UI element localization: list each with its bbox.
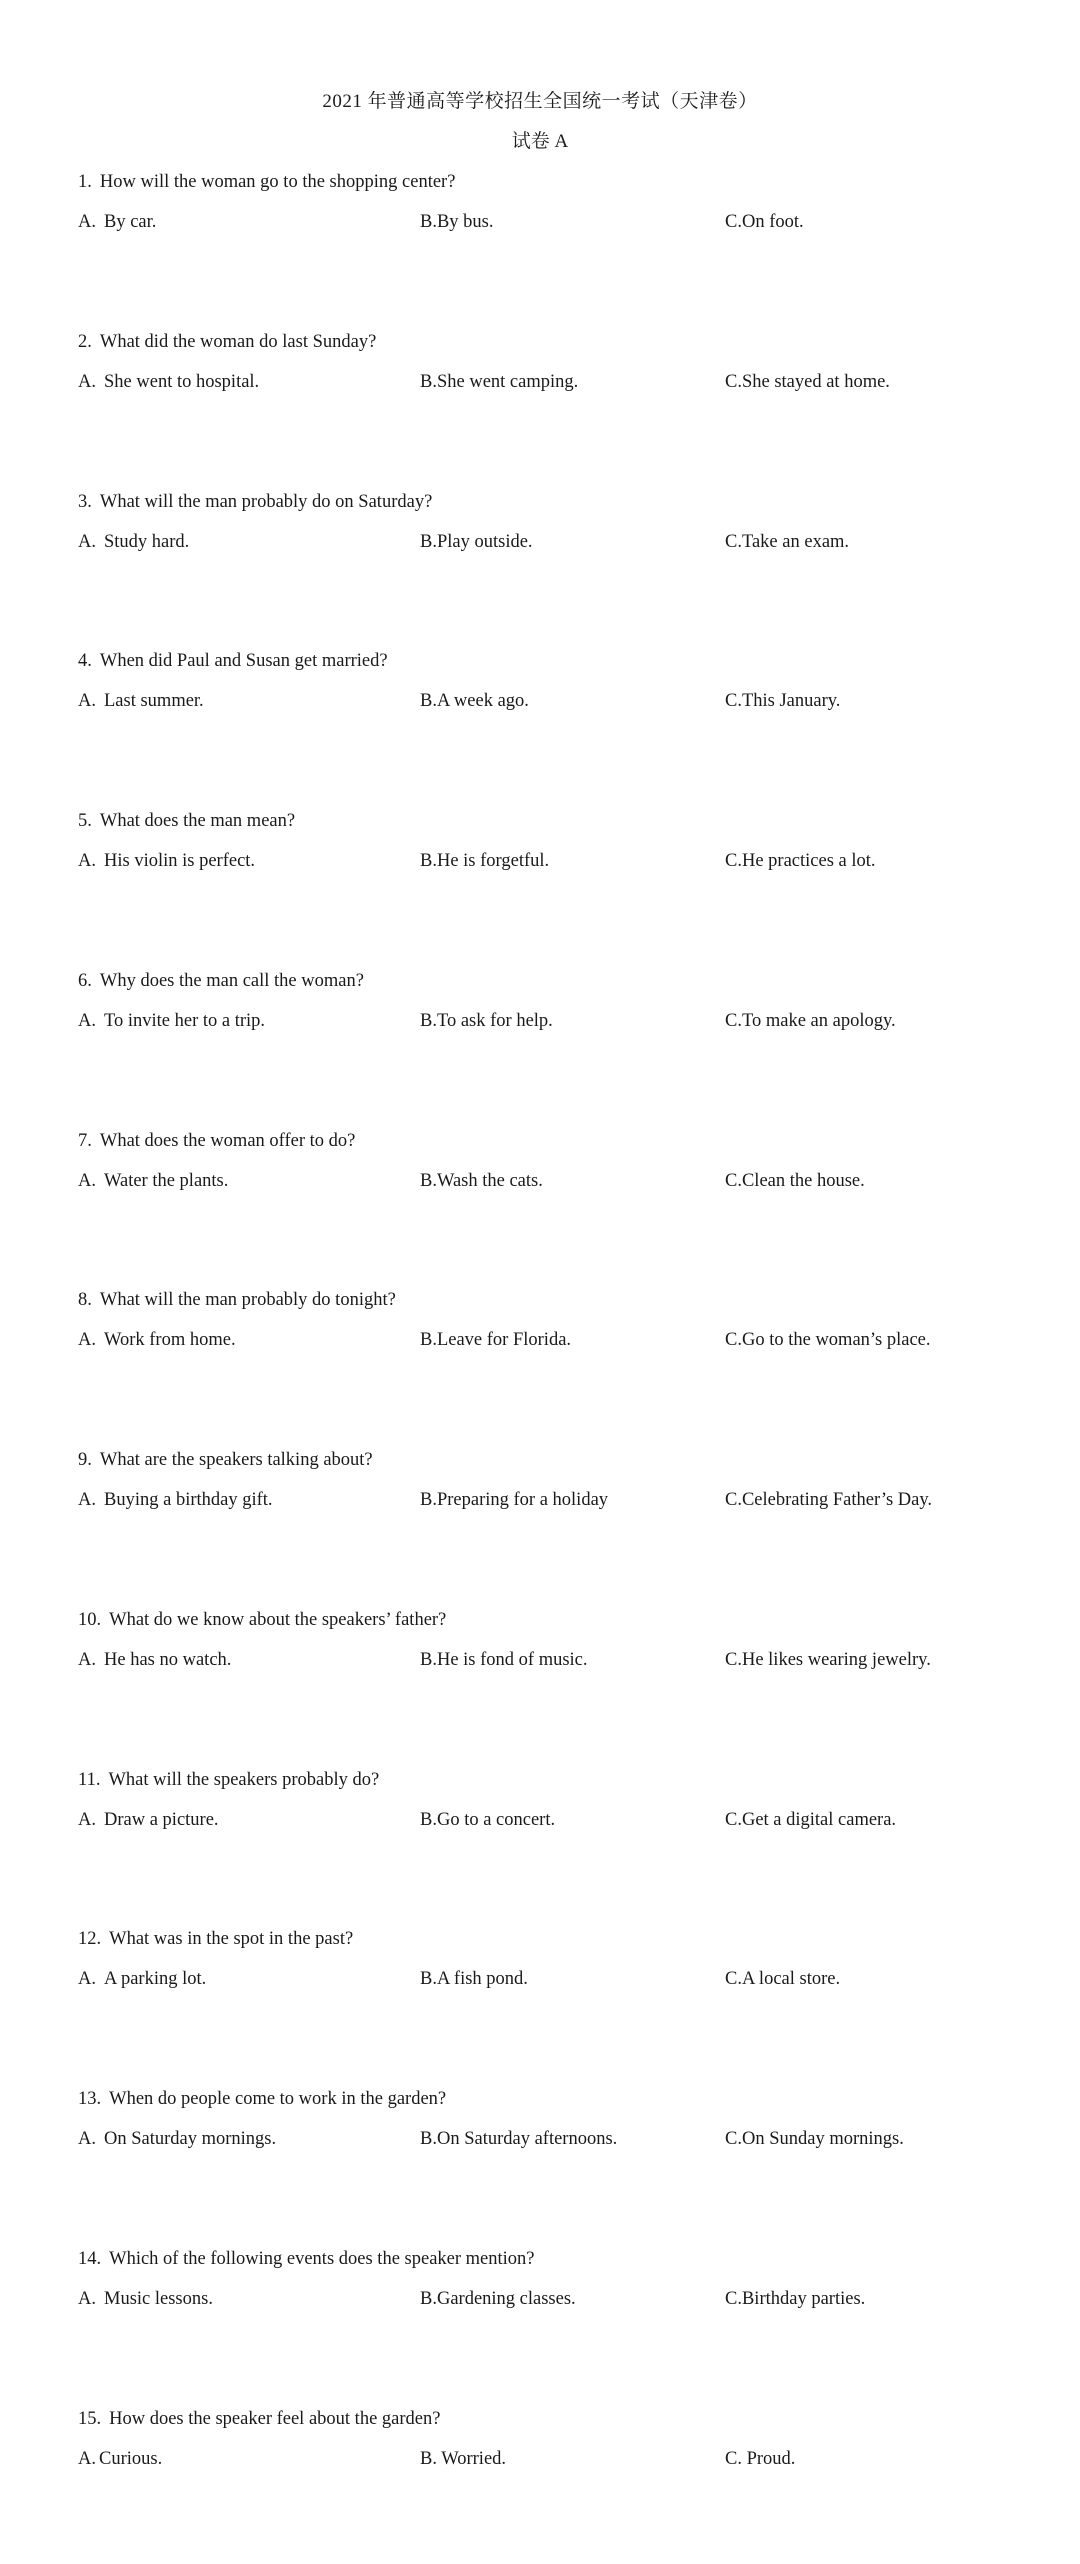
option-a-text: His violin is perfect. <box>104 851 255 871</box>
options-row <box>78 1007 1008 1047</box>
option-b: B.A week ago. <box>420 687 529 715</box>
option-a <box>78 1646 231 1674</box>
options-row <box>78 2125 1008 2165</box>
question-item <box>78 1446 1008 1606</box>
question-text: What are the speakers talking about? <box>100 1450 373 1470</box>
option-a-label: A. <box>78 1330 96 1350</box>
option-a <box>78 528 189 556</box>
option-b: B.By bus. <box>420 208 494 236</box>
option-a-label: A. <box>78 2289 96 2309</box>
option-a <box>78 1167 228 1195</box>
option-a <box>78 2285 213 2313</box>
question-text: What will the speakers probably do? <box>108 1770 379 1790</box>
options-row <box>78 1965 1008 2005</box>
question-number: 13. <box>78 2085 101 2113</box>
question-number: 3. <box>78 488 92 516</box>
question-text: How will the woman go to the shopping center? <box>100 172 456 192</box>
question-item <box>78 488 1008 648</box>
question-text: What did the woman do last Sunday? <box>100 332 376 352</box>
option-a-label: A. <box>78 851 96 871</box>
option-c: C.A local store. <box>725 1965 840 1993</box>
option-a <box>78 1007 265 1035</box>
option-a-label: A. <box>78 1490 96 1510</box>
options-row <box>78 2445 1008 2485</box>
question-list <box>78 168 1008 2564</box>
option-b: B.He is forgetful. <box>420 847 549 875</box>
options-row <box>78 847 1008 887</box>
question-line <box>78 1606 1008 1646</box>
option-a-text: She went to hospital. <box>104 372 259 392</box>
question-line <box>78 807 1008 847</box>
option-a-text: He has no watch. <box>104 1650 231 1670</box>
option-c: C.To make an apology. <box>725 1007 896 1035</box>
question-number: 6. <box>78 967 92 995</box>
option-b: B.Leave for Florida. <box>420 1326 571 1354</box>
question-item <box>78 2245 1008 2405</box>
question-number: 12. <box>78 1925 101 1953</box>
option-c: C.Get a digital camera. <box>725 1806 896 1834</box>
question-line <box>78 1286 1008 1326</box>
option-c: C.He likes wearing jewelry. <box>725 1646 931 1674</box>
question-text: Which of the following events does the speaker mention? <box>109 2249 534 2269</box>
option-b: B.Play outside. <box>420 528 533 556</box>
option-a <box>78 1326 236 1354</box>
option-a-label: A. <box>78 2449 96 2469</box>
options-row <box>78 1167 1008 1207</box>
question-line <box>78 328 1008 368</box>
option-a-text: Buying a birthday gift. <box>104 1490 273 1510</box>
question-line <box>78 2405 1008 2445</box>
question-line <box>78 967 1008 1007</box>
question-item <box>78 2085 1008 2245</box>
option-a-label: A. <box>78 691 96 711</box>
question-text: What does the woman offer to do? <box>100 1131 356 1151</box>
option-b: B.He is fond of music. <box>420 1646 588 1674</box>
option-c: C.She stayed at home. <box>725 368 890 396</box>
option-a-text: By car. <box>104 212 156 232</box>
option-a-text: Last summer. <box>104 691 204 711</box>
option-b: B.To ask for help. <box>420 1007 553 1035</box>
option-b: B.Go to a concert. <box>420 1806 555 1834</box>
question-item <box>78 647 1008 807</box>
option-c: C.Go to the woman’s place. <box>725 1326 931 1354</box>
question-item <box>78 1606 1008 1766</box>
option-a-label: A. <box>78 1650 96 1670</box>
option-b: B.Gardening classes. <box>420 2285 576 2313</box>
options-row <box>78 1806 1008 1846</box>
question-line <box>78 2085 1008 2125</box>
option-b: B.A fish pond. <box>420 1965 528 1993</box>
option-c: C. Proud. <box>725 2445 795 2473</box>
option-a-label: A. <box>78 372 96 392</box>
options-row <box>78 1326 1008 1366</box>
option-a-label: A. <box>78 1171 96 1191</box>
question-item <box>78 1925 1008 2085</box>
question-number: 9. <box>78 1446 92 1474</box>
option-a <box>78 1965 206 1993</box>
question-line <box>78 1446 1008 1486</box>
option-a-label: A. <box>78 212 96 232</box>
option-c: C.Celebrating Father’s Day. <box>725 1486 932 1514</box>
option-c: C.Birthday parties. <box>725 2285 865 2313</box>
option-a-text: A parking lot. <box>104 1969 206 1989</box>
question-line <box>78 1766 1008 1806</box>
question-text: What will the man probably do on Saturday? <box>100 492 432 512</box>
option-a-text: Curious. <box>99 2449 162 2469</box>
option-a <box>78 687 204 715</box>
question-line <box>78 168 1008 208</box>
option-c: C.On Sunday mornings. <box>725 2125 904 2153</box>
question-line <box>78 647 1008 687</box>
question-number: 15. <box>78 2405 101 2433</box>
question-text: What will the man probably do tonight? <box>100 1290 396 1310</box>
option-a <box>78 2125 276 2153</box>
option-b: B.On Saturday afternoons. <box>420 2125 617 2153</box>
option-b: B.She went camping. <box>420 368 578 396</box>
options-row <box>78 687 1008 727</box>
question-item <box>78 328 1008 488</box>
options-row <box>78 208 1008 248</box>
question-number: 7. <box>78 1127 92 1155</box>
option-a-label: A. <box>78 1810 96 1830</box>
option-a-text: To invite her to a trip. <box>104 1011 265 1031</box>
question-item <box>78 2405 1008 2564</box>
option-a <box>78 1486 273 1514</box>
question-text: When did Paul and Susan get married? <box>100 651 388 671</box>
question-number: 5. <box>78 807 92 835</box>
question-item <box>78 1127 1008 1287</box>
options-row <box>78 2285 1008 2325</box>
option-c: C.On foot. <box>725 208 804 236</box>
question-text: What was in the spot in the past? <box>109 1929 353 1949</box>
option-a-text: Water the plants. <box>104 1171 228 1191</box>
option-a-text: Draw a picture. <box>104 1810 219 1830</box>
question-line <box>78 488 1008 528</box>
question-text: When do people come to work in the garden? <box>109 2089 446 2109</box>
question-number: 4. <box>78 647 92 675</box>
question-text: Why does the man call the woman? <box>100 971 364 991</box>
question-number: 2. <box>78 328 92 356</box>
option-c: C.Take an exam. <box>725 528 849 556</box>
option-a-text: Music lessons. <box>104 2289 213 2309</box>
question-number: 14. <box>78 2245 101 2273</box>
question-text: How does the speaker feel about the garden? <box>109 2409 440 2429</box>
question-item <box>78 807 1008 967</box>
option-a-text: Work from home. <box>104 1330 236 1350</box>
option-b: B.Wash the cats. <box>420 1167 543 1195</box>
question-number: 1. <box>78 168 92 196</box>
option-a-label: A. <box>78 1011 96 1031</box>
option-a <box>78 2445 162 2473</box>
options-row <box>78 1486 1008 1526</box>
question-line <box>78 1127 1008 1167</box>
question-line <box>78 1925 1008 1965</box>
option-b: B. Worried. <box>420 2445 506 2473</box>
question-item <box>78 967 1008 1127</box>
question-item <box>78 1766 1008 1926</box>
options-row <box>78 528 1008 568</box>
option-a-label: A. <box>78 1969 96 1989</box>
option-a-label: A. <box>78 532 96 552</box>
question-item <box>78 168 1008 328</box>
option-c: C.Clean the house. <box>725 1167 865 1195</box>
option-a-text: On Saturday mornings. <box>104 2129 276 2149</box>
question-line <box>78 2245 1008 2285</box>
option-a-text: Study hard. <box>104 532 189 552</box>
page-title: 2021 年普通高等学校招生全国统一考试（天津卷） <box>0 88 1080 116</box>
option-a-label: A. <box>78 2129 96 2149</box>
option-c: C.This January. <box>725 687 840 715</box>
page-subtitle: 试卷 A <box>0 128 1080 156</box>
option-b: B.Preparing for a holiday <box>420 1486 608 1514</box>
option-c: C.He practices a lot. <box>725 847 876 875</box>
question-text: What do we know about the speakers’ father? <box>109 1610 446 1630</box>
question-number: 10. <box>78 1606 101 1634</box>
option-a <box>78 847 255 875</box>
options-row <box>78 1646 1008 1686</box>
option-a <box>78 208 156 236</box>
question-number: 11. <box>78 1766 100 1794</box>
options-row <box>78 368 1008 408</box>
option-a <box>78 368 259 396</box>
option-a <box>78 1806 219 1834</box>
question-number: 8. <box>78 1286 92 1314</box>
question-text: What does the man mean? <box>100 811 295 831</box>
question-item <box>78 1286 1008 1446</box>
